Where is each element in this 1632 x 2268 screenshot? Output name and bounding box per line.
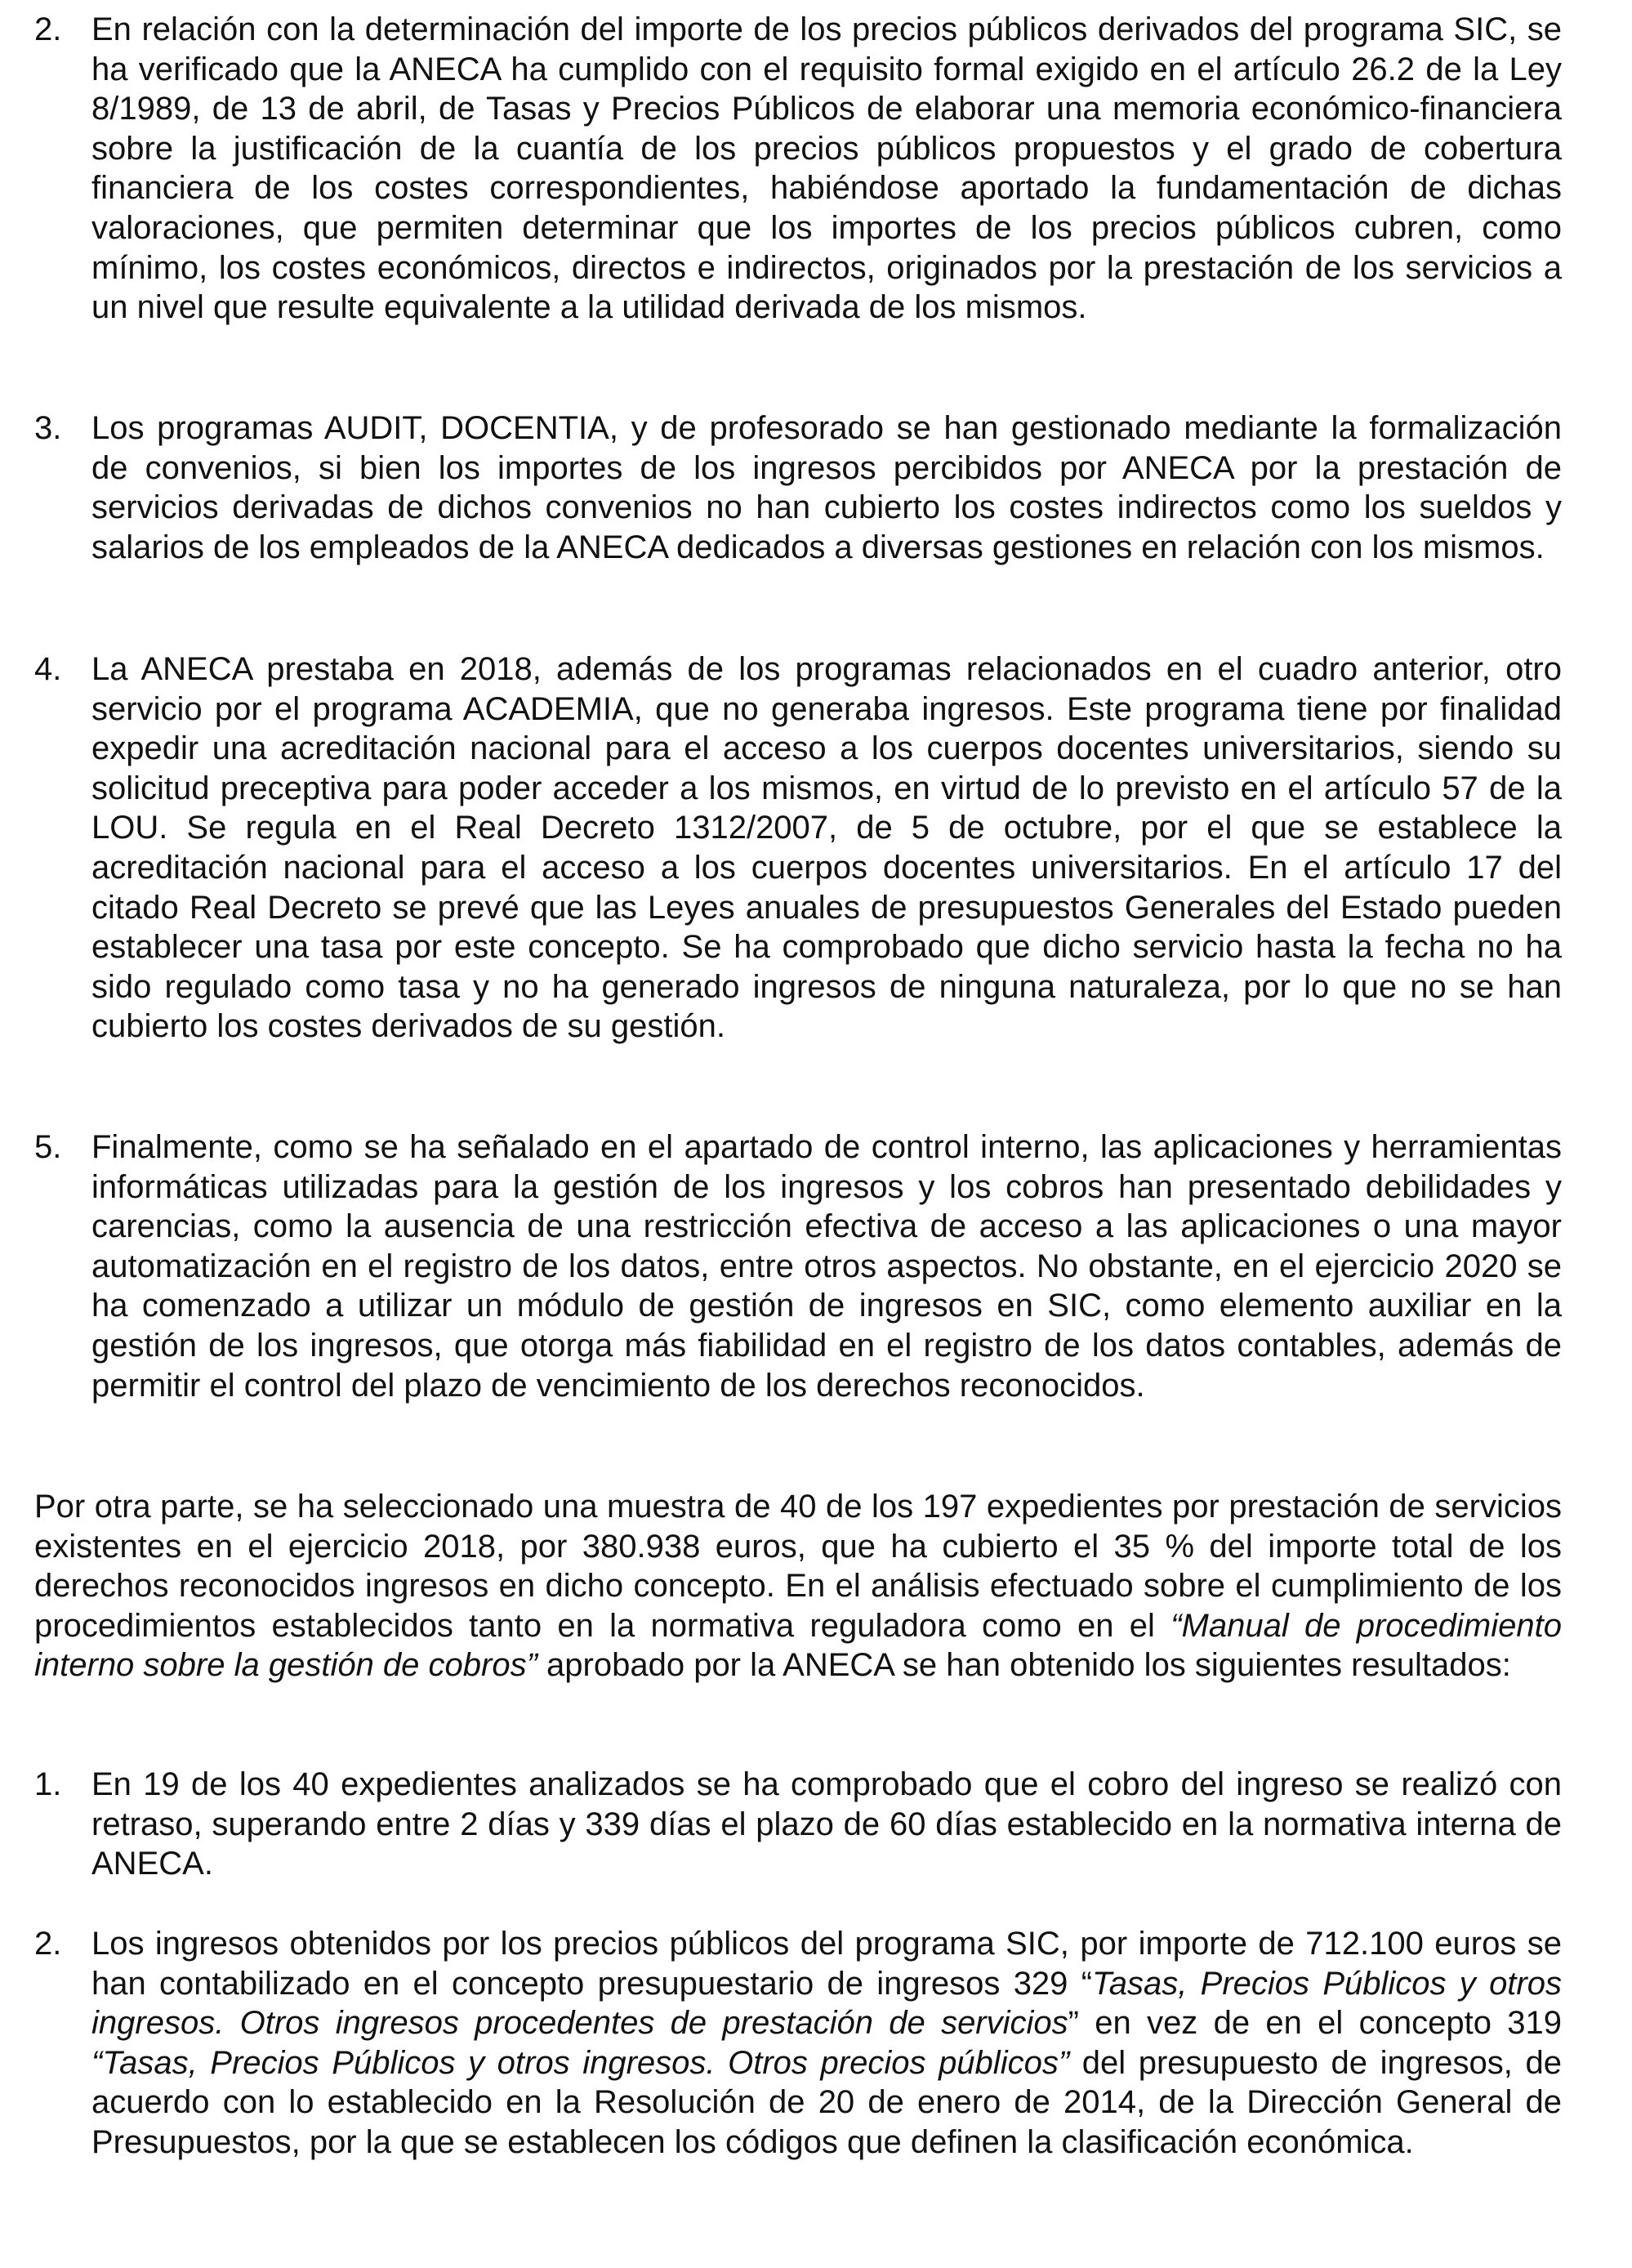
list-item-5 (34, 1127, 1562, 1405)
result-text: Los ingresos obtenidos por los precios públicos del programa SIC, por importe de 712.100 euros se han contabilizado en el concepto presupuestario de ingresos 329 “ (91, 1926, 1562, 2002)
intro-text-end: aprobado por la ANECA se han obtenido los siguientes resultados: (537, 1647, 1511, 1684)
list-item-2 (34, 10, 1562, 328)
manual-title: “Manual de procedimiento interno sobre la gestión de cobros” (34, 1607, 1562, 1684)
list-number: 2. (34, 11, 62, 47)
concept-329-name: Tasas, Precios Públicos y otros ingresos. Otros ingresos procedentes de prestación de servicios (91, 1965, 1562, 2042)
result-item-1 (34, 1765, 1562, 1884)
list-item-text: La ANECA prestaba en 2018, además de los programas relacionados en el cuadro anterior, otro servicio por el programa ACADEMIA, que no generaba ingresos. Este programa tiene por finalidad expedir una acreditación nacional para el acceso a los cuerpos docentes universitarios, siendo su solicitud preceptiva para poder acceder a los mismos, en virtud de lo previsto en el artículo 57 de la LOU. Se regula en el Real Decreto 1312/2007, de 5 de octubre, por el que se establece la acreditación nacional para el acceso a los cuerpos docentes universitarios. En el artículo 17 del citado Real Decreto se prevé que las Leyes anuales de presupuestos Generales del Estado pueden establecer una tasa por este concepto. Se ha comprobado que dicho servicio hasta la fecha no ha sido regulado como tasa y no ha generado ingresos de ninguna naturaleza, por lo que no se han cubierto los costes derivados de su gestión. (91, 651, 1562, 1045)
list-item-text: En relación con la determinación del importe de los precios públicos derivados del programa SIC, se ha verificado que la ANECA ha cumplido con el requisito formal exigido en el artículo 26.2 de la Ley 8/1989, de 13 de abril, de Tasas y Precios Públicos de elaborar una memoria económico-financiera sobre la justificación de la cuantía de los precios públicos propuestos y el grado de cobertura financiera de los costes correspondientes, habiéndose aportado la fundamentación de dichas valoraciones, que permiten determinar que los importes de los precios públicos cubren, como mínimo, los costes económicos, directos e indirectos, originados por la prestación de los servicios a un nivel que resulte equivalente a la utilidad derivada de los mismos. (91, 11, 1562, 326)
list-item-3 (34, 409, 1562, 567)
intro-paragraph (34, 1487, 1562, 1685)
list-item-text: En 19 de los 40 expedientes analizados se ha comprobado que el cobro del ingreso se realizó con retraso, superando entre 2 días y 339 días el plazo de 60 días establecido en la normativa interna de ANECA. (91, 1766, 1562, 1882)
list-number: 5. (34, 1129, 62, 1165)
result-item-2 (34, 1924, 1563, 2163)
list-number: 4. (34, 651, 62, 687)
list-number: 2. (34, 1926, 62, 1962)
concept-319-name: “Tasas, Precios Públicos y otros ingresos. Otros precios públicos” (91, 2044, 1070, 2081)
list-number: 3. (34, 410, 62, 446)
list-item-text: Los programas AUDIT, DOCENTIA, y de profesorado se han gestionado mediante la formalización de convenios, si bien los importes de los ingresos percibidos por ANECA por la prestación de servicios derivadas de dichos convenios no han cubierto los costes indirectos como los sueldos y salarios de los empleados de la ANECA dedicados a diversas gestiones en relación con los mismos. (91, 410, 1562, 565)
list-number: 1. (34, 1766, 62, 1802)
intro-text: Por otra parte, se ha seleccionado una muestra de 40 de los 197 expedientes por prestación de servicios existentes en el ejercicio 2018, por 380.938 euros, que ha cubierto el 35 % del importe total de los derechos reconocidos ingresos en dicho concepto. En el análisis efectuado sobre el cumplimiento de los procedimientos establecidos tanto en la normativa reguladora como en el (34, 1489, 1562, 1644)
list-item-text: Finalmente, como se ha señalado en el apartado de control interno, las aplicaciones y herramientas informáticas utilizadas para la gestión de los ingresos y los cobros han presentado debilidades y carencias, como la ausencia de una restricción efectiva de acceso a las aplicaciones o una mayor automatización en el registro de los datos, entre otros aspectos. No obstante, en el ejercicio 2020 se ha comenzado a utilizar un módulo de gestión de ingresos en SIC, como elemento auxiliar en la gestión de los ingresos, que otorga más fiabilidad en el registro de los datos contables, además de permitir el control del plazo de vencimiento de los derechos reconocidos. (91, 1129, 1562, 1404)
result-text-end: del presupuesto de ingresos, de acuerdo con lo establecido en la Resolución de 20 de enero de 2014, de la Dirección General de Presupuestos, por la que se establecen los códigos que definen la clasificación económica. (91, 2044, 1563, 2160)
list-item-4 (34, 650, 1562, 1047)
result-text-mid: ” en vez de en el concepto 319 (1068, 2005, 1562, 2042)
